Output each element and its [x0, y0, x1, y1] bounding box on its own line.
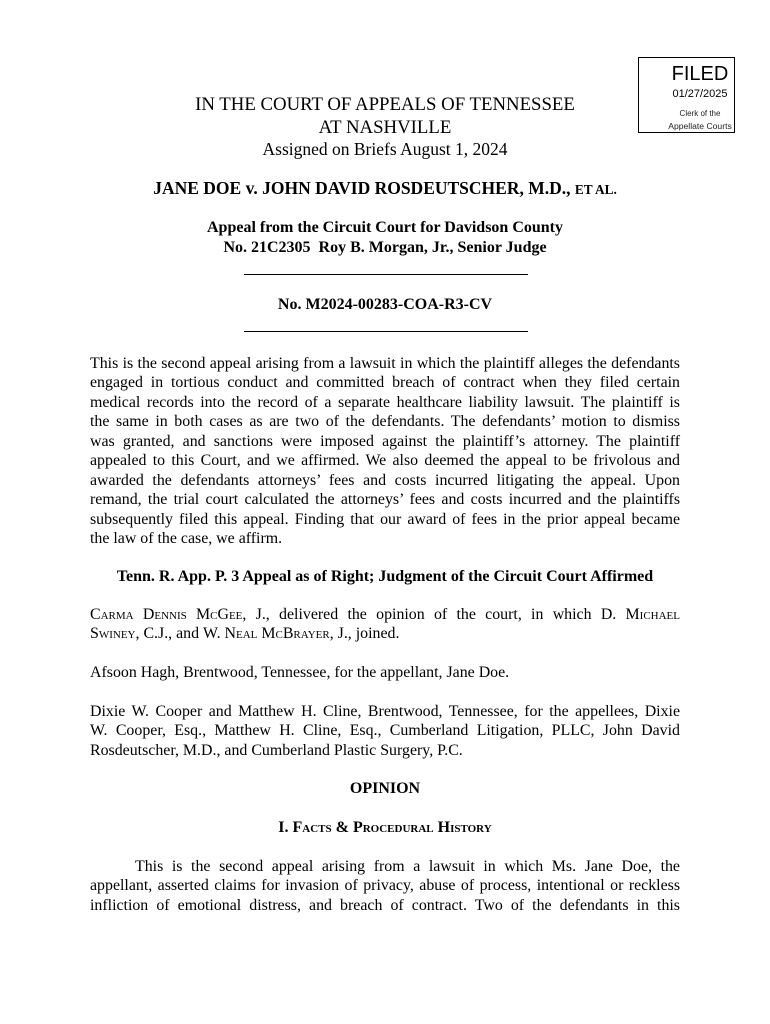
court-name: IN THE COURT OF APPEALS OF TENNESSEE	[195, 94, 575, 115]
authorship-line	[90, 605, 680, 624]
authorship-text: , J., delivered the opinion of the court, in which	[242, 606, 601, 623]
filed-date: 01/27/2025	[672, 88, 728, 100]
authorship-text: , C.J., and	[135, 625, 204, 643]
authorship-paragraph	[90, 605, 680, 644]
summary-line: subsequently filed this appeal. Finding that our award of fees in the prior appeal became	[90, 510, 680, 528]
opening-line: appellant, asserted claims for invasion of privacy, abuse of process, intentional or reckless	[90, 877, 680, 895]
counsel-line: W. Cooper, Esq., Matthew H. Cline, Esq., Cumberland Litigation, PLLC, John David	[90, 722, 680, 740]
disposition: Tenn. R. App. P. 3 Appeal as of Right; Judgment of the Circuit Court Affirmed	[116, 568, 654, 585]
clerk-line-2: Appellate Courts	[668, 121, 732, 131]
summary-line: This is the second appeal arising from a lawsuit in which the plaintiff alleges the defendants	[90, 355, 680, 372]
case-et-al: ET AL.	[574, 182, 617, 197]
opening-line: This is the second appeal arising from a lawsuit in which Ms. Jane Doe, the	[135, 858, 680, 875]
counsel-appellant: Afsoon Hagh, Brentwood, Tennessee, for the appellant, Jane Doe.	[90, 664, 510, 681]
authorship-text: , J., joined.	[329, 625, 400, 643]
summary-line: engaged in tortious conduct and committed breach of contract when they filed certain	[90, 374, 680, 392]
case-title	[90, 177, 680, 201]
assigned-date: Assigned on Briefs August 1, 2024	[262, 139, 508, 159]
counsel-appellees	[90, 702, 680, 760]
trial-number-judge: No. 21C2305 Roy B. Morgan, Jr., Senior Judge	[223, 239, 547, 256]
appeal-from-court: Appeal from the Circuit Court for Davidson County	[206, 219, 563, 236]
opening-paragraph	[90, 857, 680, 915]
author-name: Carma Dennis McGee	[90, 606, 243, 623]
opening-line: infliction of emotional distress, and breach of contract. Two of the defendants in this	[90, 896, 680, 914]
court-location: AT NASHVILLE	[318, 117, 452, 138]
judge-name: D. Michael	[600, 606, 680, 623]
divider-rule-top	[244, 274, 528, 275]
case-summary	[90, 354, 680, 548]
summary-line: the same in both cases as are two of the defendants. The defendants’ motion to dismiss	[90, 413, 680, 431]
clerk-line-1: Clerk of the	[679, 109, 721, 118]
divider-rule-bottom	[244, 331, 528, 332]
opinion-heading: OPINION	[349, 780, 421, 797]
counsel-line: Rosdeutscher, M.D., and Cumberland Plastic Surgery, P.C.	[90, 741, 463, 759]
summary-line: appealed to this Court, and we affirmed. We also deemed the appeal to be frivolous and	[90, 452, 680, 470]
filed-label: FILED	[671, 63, 729, 85]
section-heading: I. Facts & Procedural History	[278, 819, 492, 836]
case-parties: JANE DOE v. JOHN DAVID ROSDEUTSCHER, M.D.,	[153, 178, 571, 198]
summary-line: medical records into the record of a separate healthcare liability lawsuit. The plaintiff is	[90, 393, 680, 411]
authorship-line	[90, 624, 680, 643]
summary-line: the law of the case, we affirm.	[90, 529, 283, 547]
counsel-line: Dixie W. Cooper and Matthew H. Cline, Brentwood, Tennessee, for the appellees, Dixie	[90, 703, 680, 720]
summary-line: awarded the defendants attorneys’ fees and costs incurred litigating the appeal. Upon	[90, 471, 680, 489]
judge-name: W. Neal McBrayer	[203, 625, 330, 643]
docket-number: No. M2024-00283-COA-R3-CV	[277, 296, 493, 313]
judge-name: Swiney	[90, 625, 136, 643]
summary-line: was granted, and sanctions were imposed against the plaintiff’s attorney. The plaintiff	[90, 432, 680, 450]
summary-line: remand, the trial court calculated the attorneys’ fees and costs incurred and the plaintiffs	[90, 491, 680, 509]
